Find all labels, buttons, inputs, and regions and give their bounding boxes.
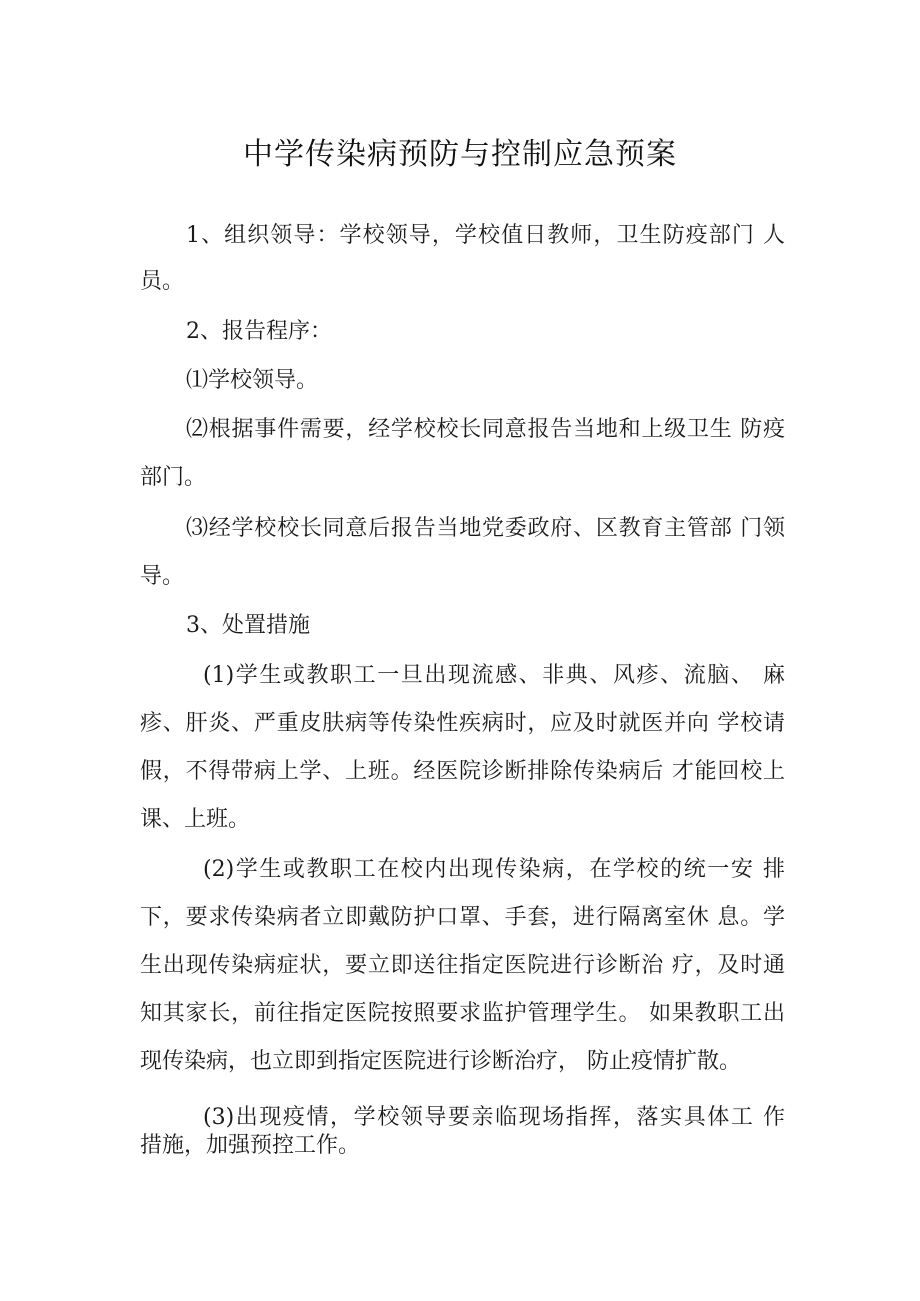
- text-line: (1)学生或教职工一旦出现流感、非典、风疹、流脑、 麻: [203, 663, 785, 688]
- text-line: (2)学生或教职工在校内出现传染病，在学校的统一安 排: [203, 857, 785, 882]
- text-line: 2、报告程序：: [186, 319, 332, 344]
- text-line: 生出现传染病症状，要立即送往指定医院进行诊断治 疗，及时通: [140, 953, 785, 978]
- text-line: 部门。: [140, 465, 207, 490]
- text-line: 知其家长，前往指定医院按照要求监护管理学生。 如果教职工出: [140, 1001, 785, 1026]
- text-line: ⑵根据事件需要，经学校校长同意报告当地和上级卫生 防疫: [186, 417, 785, 442]
- text-line: 员。: [140, 269, 185, 294]
- text-line: 措施，加强预控工作。: [140, 1133, 361, 1158]
- text-line: 课、上班。: [140, 807, 251, 832]
- text-line: 现传染病，也立即到指定医院进行诊断治疗， 防止疫情扩散。: [140, 1049, 741, 1074]
- text-line: (3)出现疫情，学校领导要亲临现场指挥，落实具体工 作: [203, 1105, 785, 1130]
- text-line: 假，不得带病上学、上班。经医院诊断排除传染病后 才能回校上: [140, 759, 785, 784]
- document-title: 中学传染病预防与控制应急预案: [243, 137, 677, 172]
- text-line: 导。: [140, 564, 185, 589]
- text-line: ⑶经学校校长同意后报告当地党委政府、区教育主管部 门领: [186, 516, 785, 541]
- text-line: 疹、肝炎、严重皮肤病等传染性疾病时，应及时就医并向 学校请: [140, 711, 785, 736]
- text-line: 1、组织领导：学校领导，学校值日教师，卫生防疫部门 人: [186, 223, 785, 248]
- text-line: 3、处置措施: [186, 613, 310, 638]
- text-line: ⑴学校领导。: [186, 368, 319, 393]
- text-line: 下，要求传染病者立即戴防护口罩、手套，进行隔离室休 息。学: [140, 905, 785, 930]
